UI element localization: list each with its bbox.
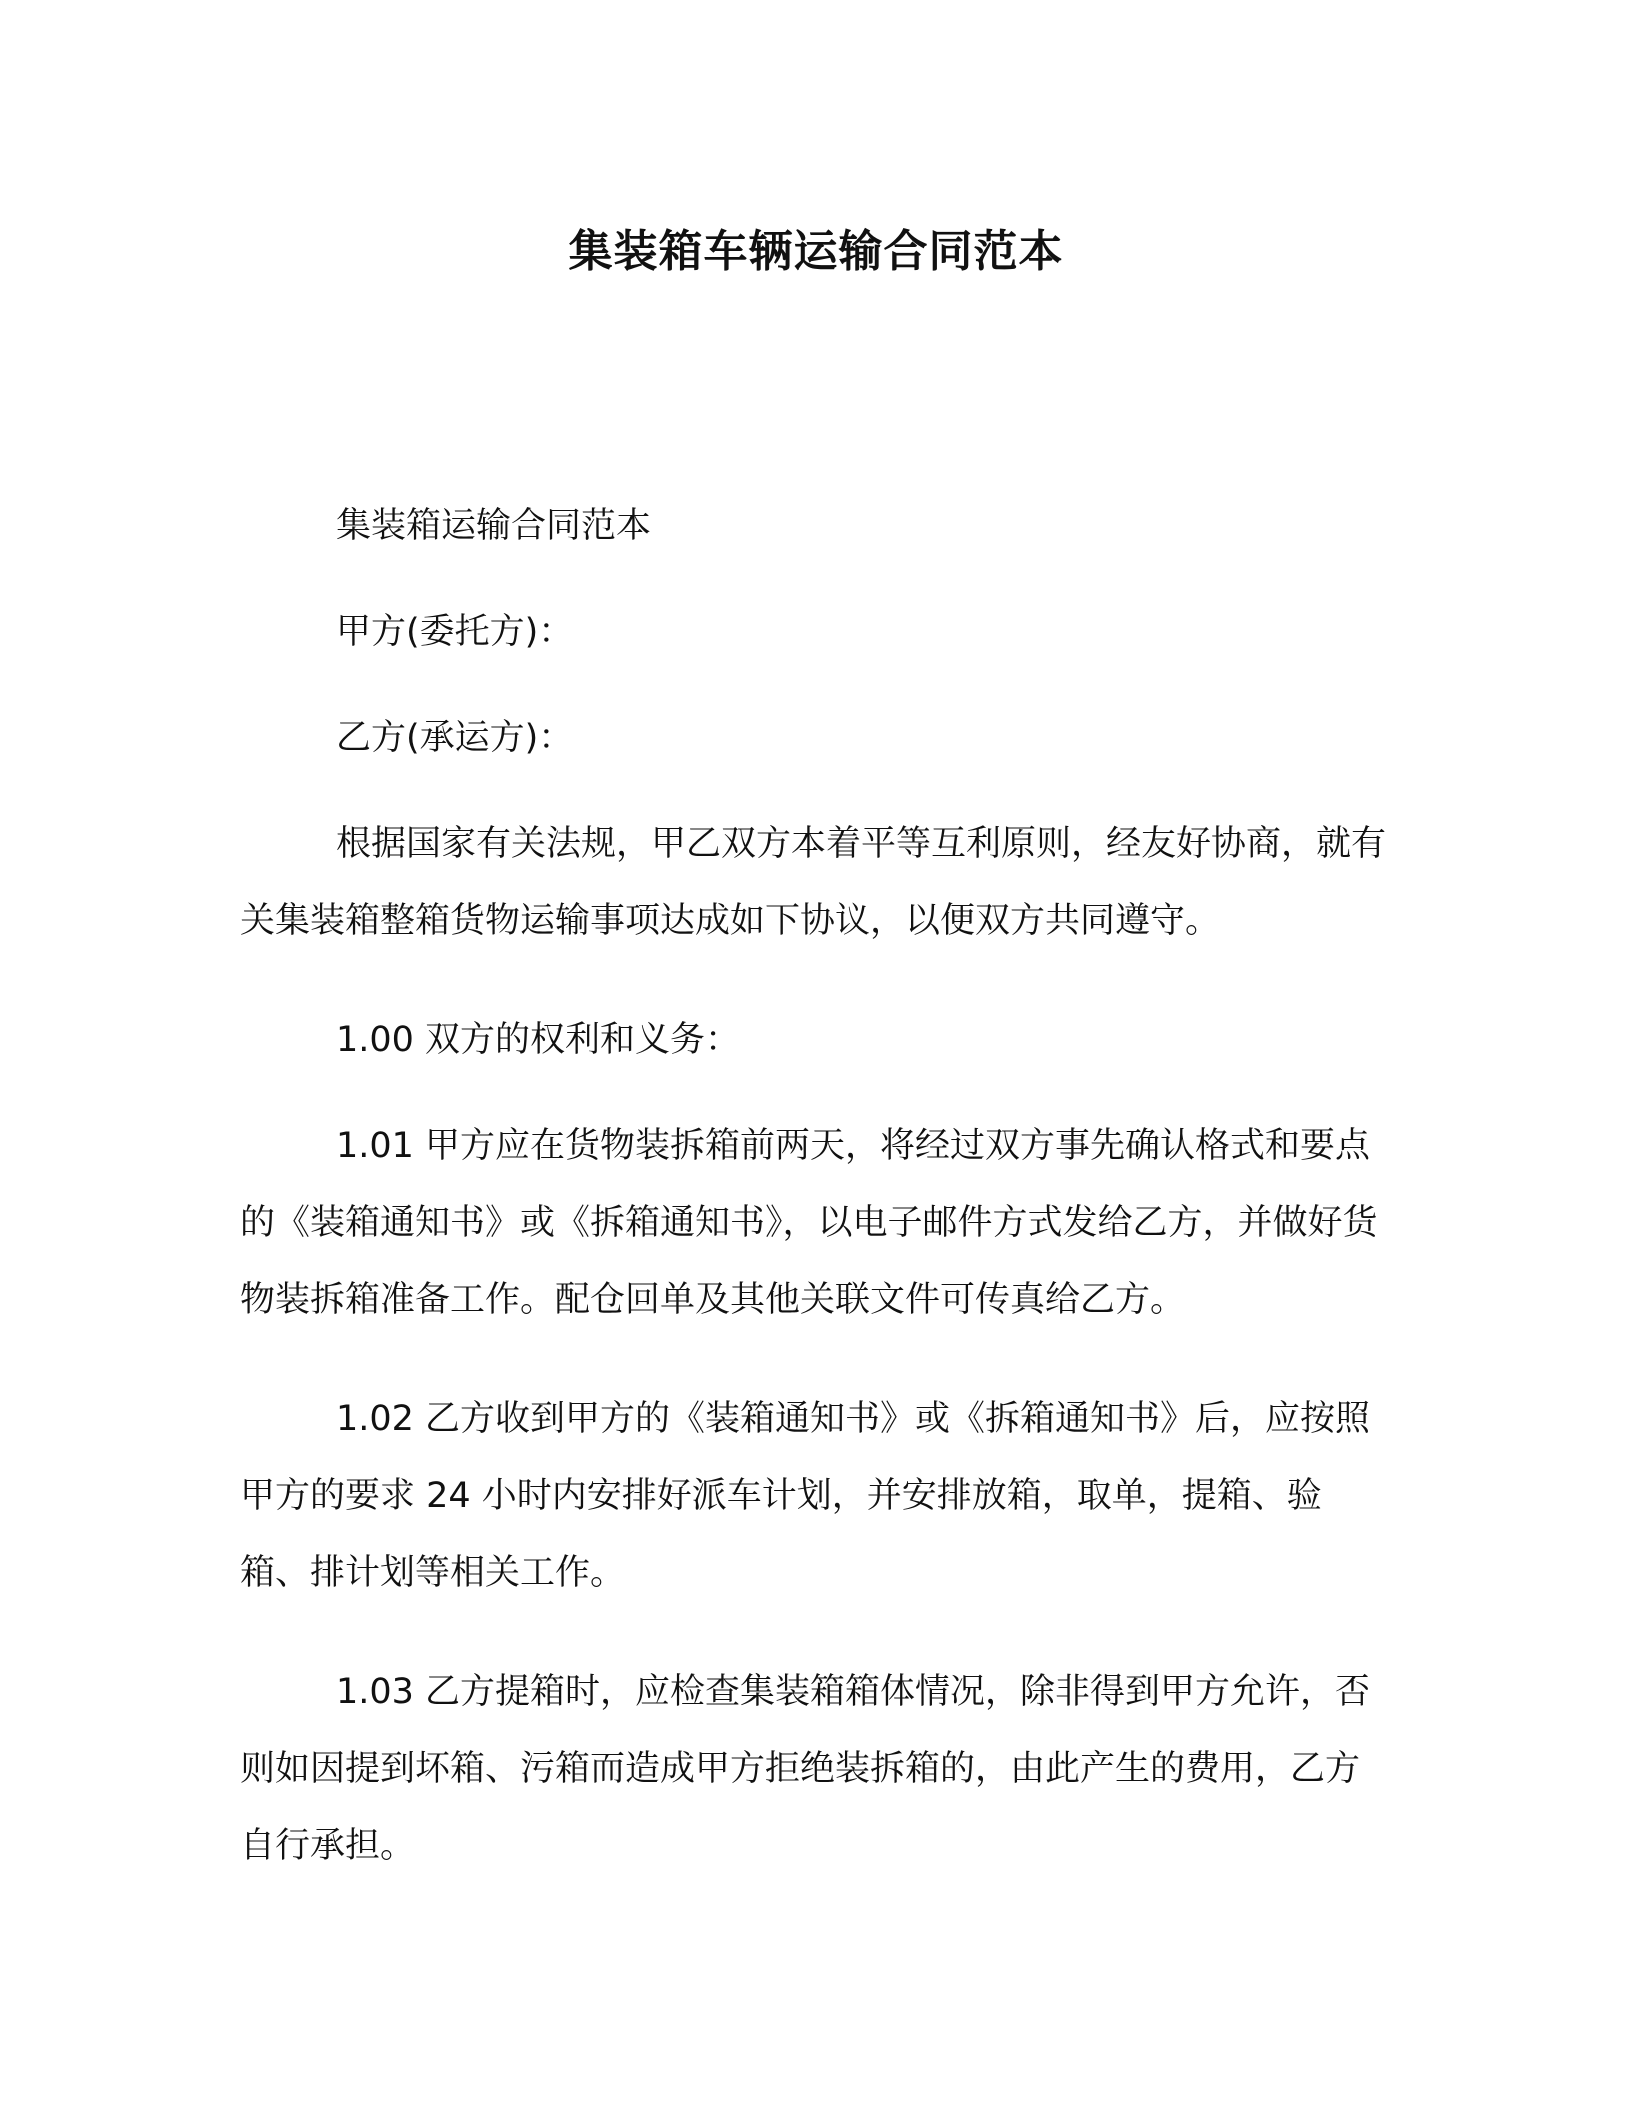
- preamble-paragraph: 根据国家有关法规，甲乙双方本着平等互利原则，经友好协商，就有关集装箱整箱货物运输事项达成如下协议，以便双方共同遵守。: [240, 824, 1387, 941]
- section-heading-1-00: 1.00 双方的权利和义务：: [336, 1020, 741, 1060]
- document-body: [240, 488, 1390, 1927]
- clause-1-01: 1.01 甲方应在货物装拆箱前两天，将经过双方事先确认格式和要点的《装箱通知书》或《拆箱通知书》，以电子邮件方式发给乙方，并做好货物装拆箱准备工作。配仓回单及其他关联文件可传真给乙方。: [240, 1126, 1378, 1320]
- party-a-line: 甲方(委托方)：: [336, 612, 574, 652]
- clause-1-02: 1.02 乙方收到甲方的《装箱通知书》或《拆箱通知书》后，应按照甲方的要求 24 小时内安排好派车计划，并安排放箱，取单，提箱、验箱、排计划等相关工作。: [240, 1399, 1371, 1593]
- subtitle-paragraph: 集装箱运输合同范本: [336, 506, 652, 546]
- party-b-line: 乙方(承运方)：: [336, 718, 574, 758]
- document-title: 集装箱车辆运输合同范本: [568, 226, 1064, 277]
- clause-1-03: 1.03 乙方提箱时，应检查集装箱箱体情况，除非得到甲方允许，否则如因提到坏箱、污箱而造成甲方拒绝装拆箱的，由此产生的费用，乙方自行承担。: [240, 1672, 1371, 1866]
